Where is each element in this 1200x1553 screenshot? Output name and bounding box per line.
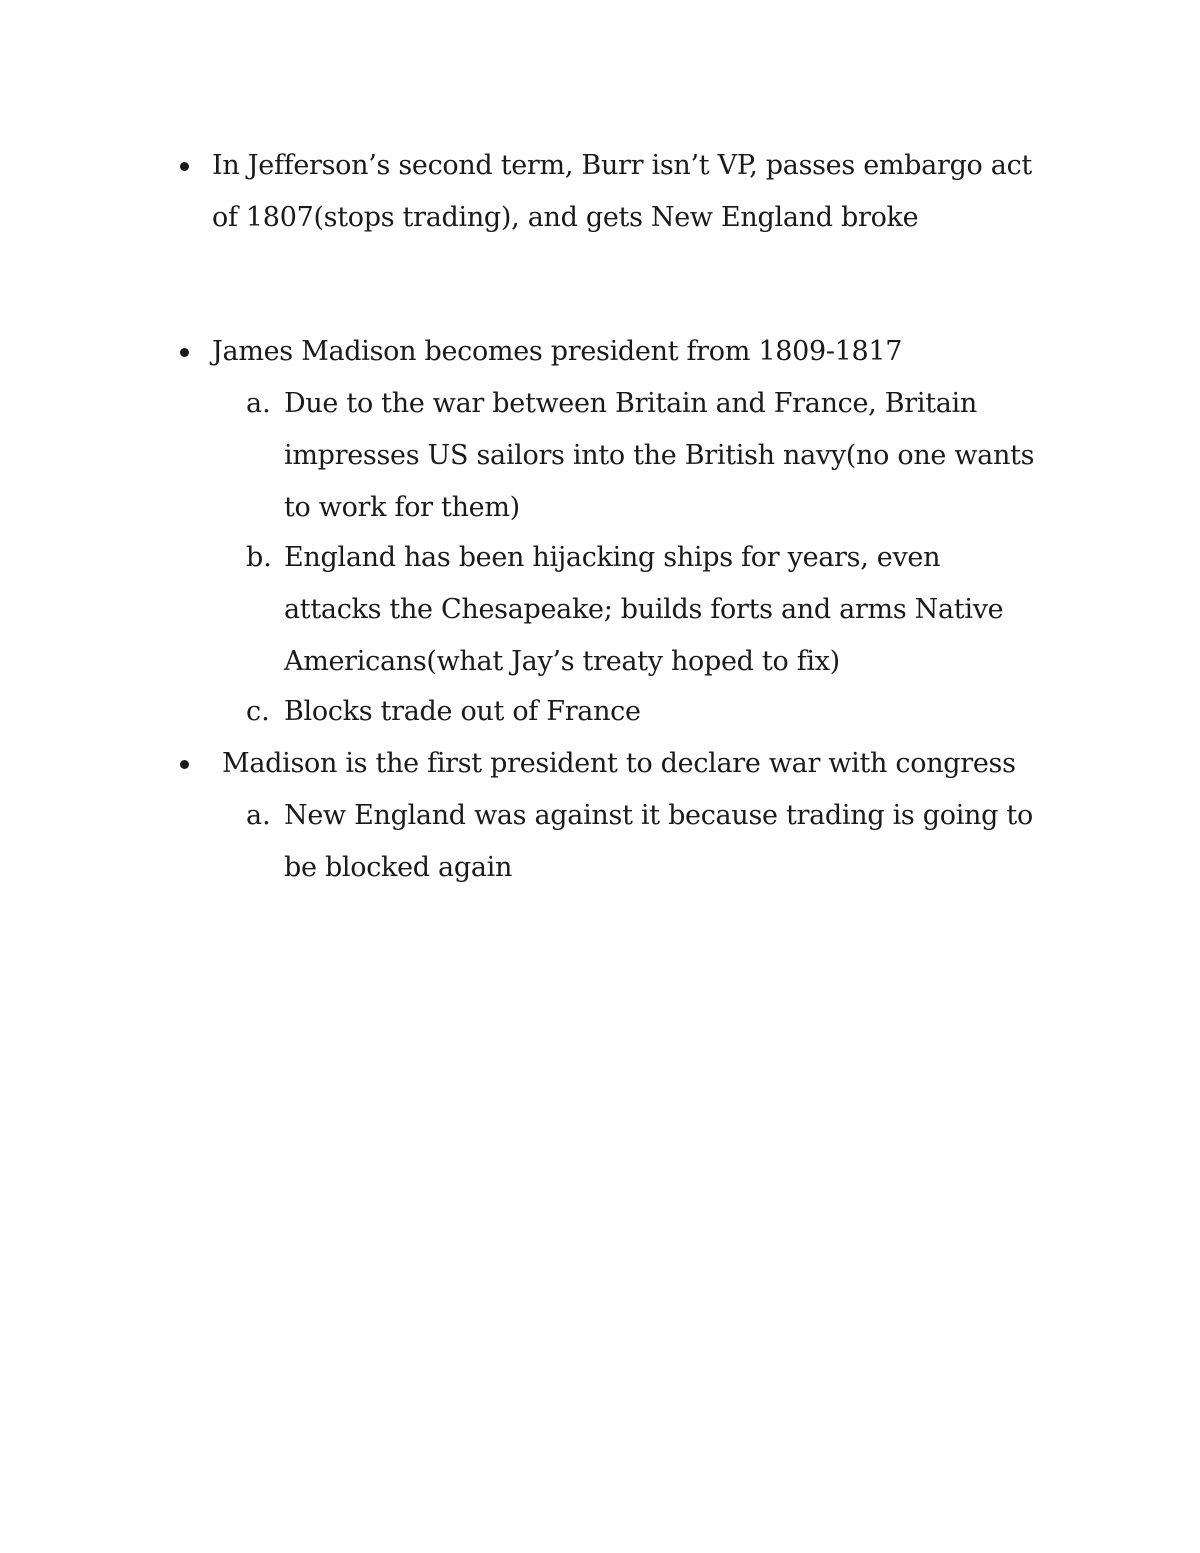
- bullet-point: [180, 348, 189, 357]
- subitem-a-line-2: impresses US sailors into the British navy(no one wants: [284, 440, 1035, 471]
- subitem-marker: a.: [246, 388, 271, 419]
- subitem-b-line-3: Americans(what Jay’s treaty hoped to fix): [284, 646, 840, 677]
- subitem-marker: b.: [246, 542, 272, 573]
- subitem-marker: a.: [246, 800, 271, 831]
- bullet-point: [180, 760, 189, 769]
- subitem-a-line-3: to work for them): [284, 492, 520, 523]
- subitem-marker: c.: [246, 696, 270, 727]
- subitem-b-line-2: attacks the Chesapeake; builds forts and arms Native: [284, 594, 1004, 625]
- bullet-point: [180, 162, 189, 171]
- bullet-2-line-1: James Madison becomes president from 1809-1817: [212, 336, 903, 367]
- subitem-a2-line-2: be blocked again: [284, 852, 513, 883]
- subitem-a-line-1: Due to the war between Britain and France, Britain: [284, 388, 977, 419]
- subitem-a2-line-1: New England was against it because trading is going to: [284, 800, 1033, 831]
- bullet-3-line-1: Madison is the first president to declare war with congress: [222, 748, 1016, 779]
- bullet-1-line-2: of 1807(stops trading), and gets New England broke: [212, 202, 919, 233]
- bullet-1-line-1: In Jefferson’s second term, Burr isn’t VP, passes embargo act: [212, 150, 1032, 181]
- subitem-b-line-1: England has been hijacking ships for years, even: [284, 542, 941, 573]
- subitem-c-line-1: Blocks trade out of France: [284, 696, 641, 727]
